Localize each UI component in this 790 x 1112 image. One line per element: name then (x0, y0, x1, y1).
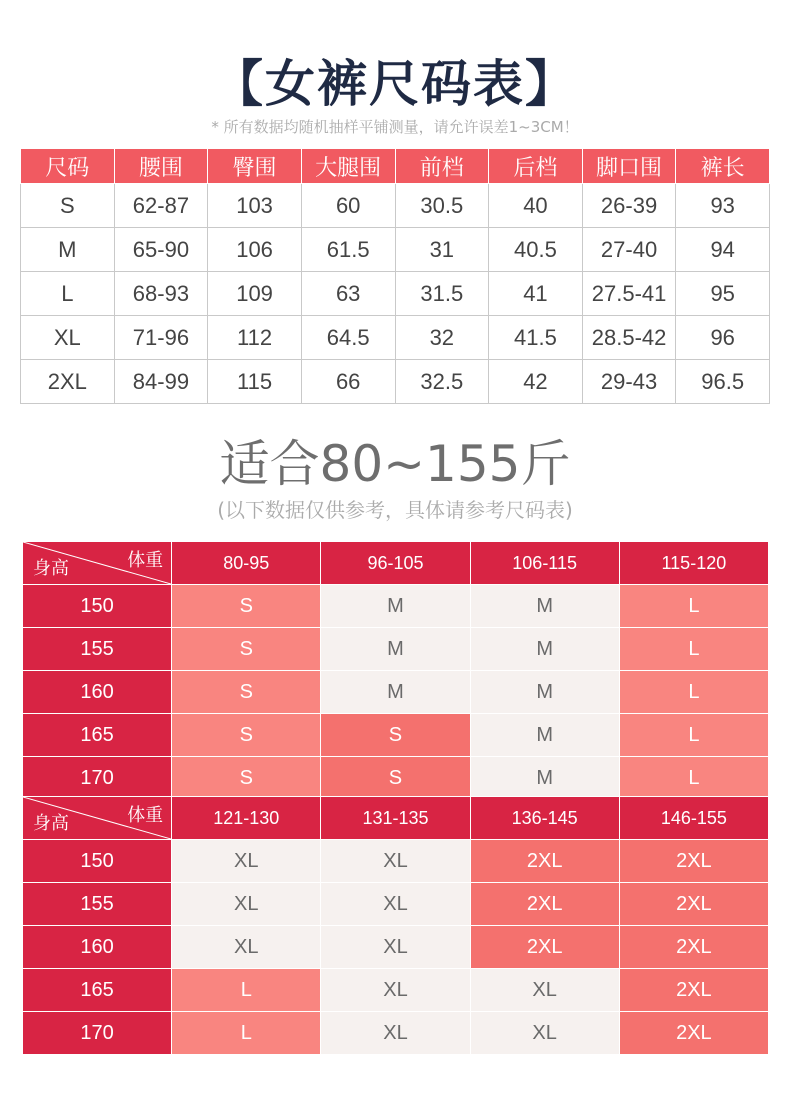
grid-row (23, 926, 769, 969)
recommended-size: L (619, 585, 768, 628)
size-recommendation-grid-1 (22, 541, 769, 800)
recommended-size: L (172, 969, 321, 1012)
table-cell: 30.5 (395, 184, 489, 228)
height-weight-corner (23, 797, 172, 840)
table-cell: 29-43 (582, 360, 676, 404)
table-cell: 40 (489, 184, 583, 228)
recommended-size: M (321, 585, 470, 628)
size-table-header (21, 149, 770, 184)
table-cell: 28.5-42 (582, 316, 676, 360)
recommended-size: 2XL (619, 1012, 768, 1055)
recommended-size: S (321, 757, 470, 800)
grid-row (23, 671, 769, 714)
table-cell: 66 (301, 360, 395, 404)
recommended-size: 2XL (619, 840, 768, 883)
height-value: 160 (23, 926, 172, 969)
recommended-size: M (470, 628, 619, 671)
recommended-size: M (470, 714, 619, 757)
table-cell: 64.5 (301, 316, 395, 360)
table-row (21, 360, 770, 404)
header-size: 尺码 (21, 149, 115, 184)
table-cell: 94 (676, 228, 770, 272)
recommended-size: L (619, 757, 768, 800)
table-cell: 106 (208, 228, 302, 272)
recommended-size: 2XL (619, 883, 768, 926)
recommended-size: XL (470, 1012, 619, 1055)
height-value: 170 (23, 757, 172, 800)
grid-row (23, 585, 769, 628)
height-value: 165 (23, 714, 172, 757)
table-row (21, 272, 770, 316)
header-waist: 腰围 (114, 149, 208, 184)
table-cell: L (21, 272, 115, 316)
table-cell: 2XL (21, 360, 115, 404)
table-cell: 41 (489, 272, 583, 316)
grid-row (23, 840, 769, 883)
table-cell: S (21, 184, 115, 228)
weight-label: 体重 (127, 805, 164, 826)
recommended-size: S (172, 628, 321, 671)
measurement-note: * 所有数据均随机抽样平铺测量，请允许误差1~3CM！ (211, 118, 579, 136)
recommended-size: XL (321, 926, 470, 969)
table-row (21, 228, 770, 272)
recommended-size: XL (321, 883, 470, 926)
height-weight-corner (23, 542, 172, 585)
fit-range-note: (以下数据仅供参考，具体请参考尺码表) (217, 498, 573, 522)
recommended-size: S (172, 714, 321, 757)
table-cell: 31.5 (395, 272, 489, 316)
table-cell: 103 (208, 184, 302, 228)
height-value: 155 (23, 628, 172, 671)
table-cell: 68-93 (114, 272, 208, 316)
height-value: 170 (23, 1012, 172, 1055)
recommended-size: XL (470, 969, 619, 1012)
table-cell: 96 (676, 316, 770, 360)
table-cell: 61.5 (301, 228, 395, 272)
height-value: 150 (23, 840, 172, 883)
recommended-size: XL (172, 840, 321, 883)
recommended-size: 2XL (619, 969, 768, 1012)
weight-range-header: 115-120 (619, 542, 768, 585)
table-cell: 27-40 (582, 228, 676, 272)
grid-header-row (23, 797, 769, 840)
recommended-size: 2XL (470, 883, 619, 926)
recommended-size: 2XL (470, 840, 619, 883)
grid-row (23, 883, 769, 926)
header-thigh: 大腿围 (301, 149, 395, 184)
table-cell: 63 (301, 272, 395, 316)
page-title: 【女裤尺码表】 (213, 55, 577, 113)
recommended-size: M (470, 757, 619, 800)
recommended-size: L (619, 714, 768, 757)
table-cell: 71-96 (114, 316, 208, 360)
table-cell: 32.5 (395, 360, 489, 404)
recommended-size: XL (172, 883, 321, 926)
weight-range-header: 146-155 (619, 797, 768, 840)
size-table (20, 148, 770, 404)
weight-range-header: 136-145 (470, 797, 619, 840)
height-value: 150 (23, 585, 172, 628)
grid-row (23, 969, 769, 1012)
recommended-size: M (321, 628, 470, 671)
table-cell: 65-90 (114, 228, 208, 272)
table-cell: XL (21, 316, 115, 360)
recommended-size: XL (321, 1012, 470, 1055)
grid-header-row (23, 542, 769, 585)
recommended-size: S (172, 671, 321, 714)
table-cell: 115 (208, 360, 302, 404)
header-leg-opening: 脚口围 (582, 149, 676, 184)
header-back-rise: 后档 (489, 149, 583, 184)
table-cell: 31 (395, 228, 489, 272)
recommended-size: L (619, 628, 768, 671)
table-cell: 60 (301, 184, 395, 228)
header-front-rise: 前档 (395, 149, 489, 184)
table-row (21, 316, 770, 360)
table-cell: 93 (676, 184, 770, 228)
grid-row (23, 714, 769, 757)
recommended-size: S (172, 757, 321, 800)
recommended-size: L (172, 1012, 321, 1055)
table-cell: 32 (395, 316, 489, 360)
weight-range-header: 121-130 (172, 797, 321, 840)
grid-row (23, 757, 769, 800)
table-cell: 96.5 (676, 360, 770, 404)
recommended-size: S (321, 714, 470, 757)
table-cell: 84-99 (114, 360, 208, 404)
table-cell: 41.5 (489, 316, 583, 360)
height-label: 身高 (33, 813, 69, 834)
recommended-size: XL (172, 926, 321, 969)
height-value: 155 (23, 883, 172, 926)
height-value: 165 (23, 969, 172, 1012)
recommended-size: L (619, 671, 768, 714)
table-cell: 109 (208, 272, 302, 316)
grid-row (23, 1012, 769, 1055)
recommended-size: 2XL (619, 926, 768, 969)
fit-range-title: 适合80~155斤 (219, 435, 571, 493)
grid-row (23, 628, 769, 671)
table-cell: 40.5 (489, 228, 583, 272)
table-cell: 95 (676, 272, 770, 316)
weight-range-header: 96-105 (321, 542, 470, 585)
table-cell: 112 (208, 316, 302, 360)
recommended-size: XL (321, 840, 470, 883)
height-value: 160 (23, 671, 172, 714)
recommended-size: M (321, 671, 470, 714)
header-hip: 臀围 (208, 149, 302, 184)
size-recommendation-grid-2 (22, 796, 769, 1055)
table-row (21, 184, 770, 228)
recommended-size: M (470, 671, 619, 714)
weight-range-header: 131-135 (321, 797, 470, 840)
height-label: 身高 (33, 558, 69, 579)
table-cell: 27.5-41 (582, 272, 676, 316)
table-cell: M (21, 228, 115, 272)
header-length: 裤长 (676, 149, 770, 184)
recommended-size: XL (321, 969, 470, 1012)
table-cell: 42 (489, 360, 583, 404)
recommended-size: 2XL (470, 926, 619, 969)
recommended-size: S (172, 585, 321, 628)
weight-range-header: 80-95 (172, 542, 321, 585)
weight-range-header: 106-115 (470, 542, 619, 585)
table-cell: 62-87 (114, 184, 208, 228)
weight-label: 体重 (127, 550, 164, 571)
table-cell: 26-39 (582, 184, 676, 228)
recommended-size: M (470, 585, 619, 628)
